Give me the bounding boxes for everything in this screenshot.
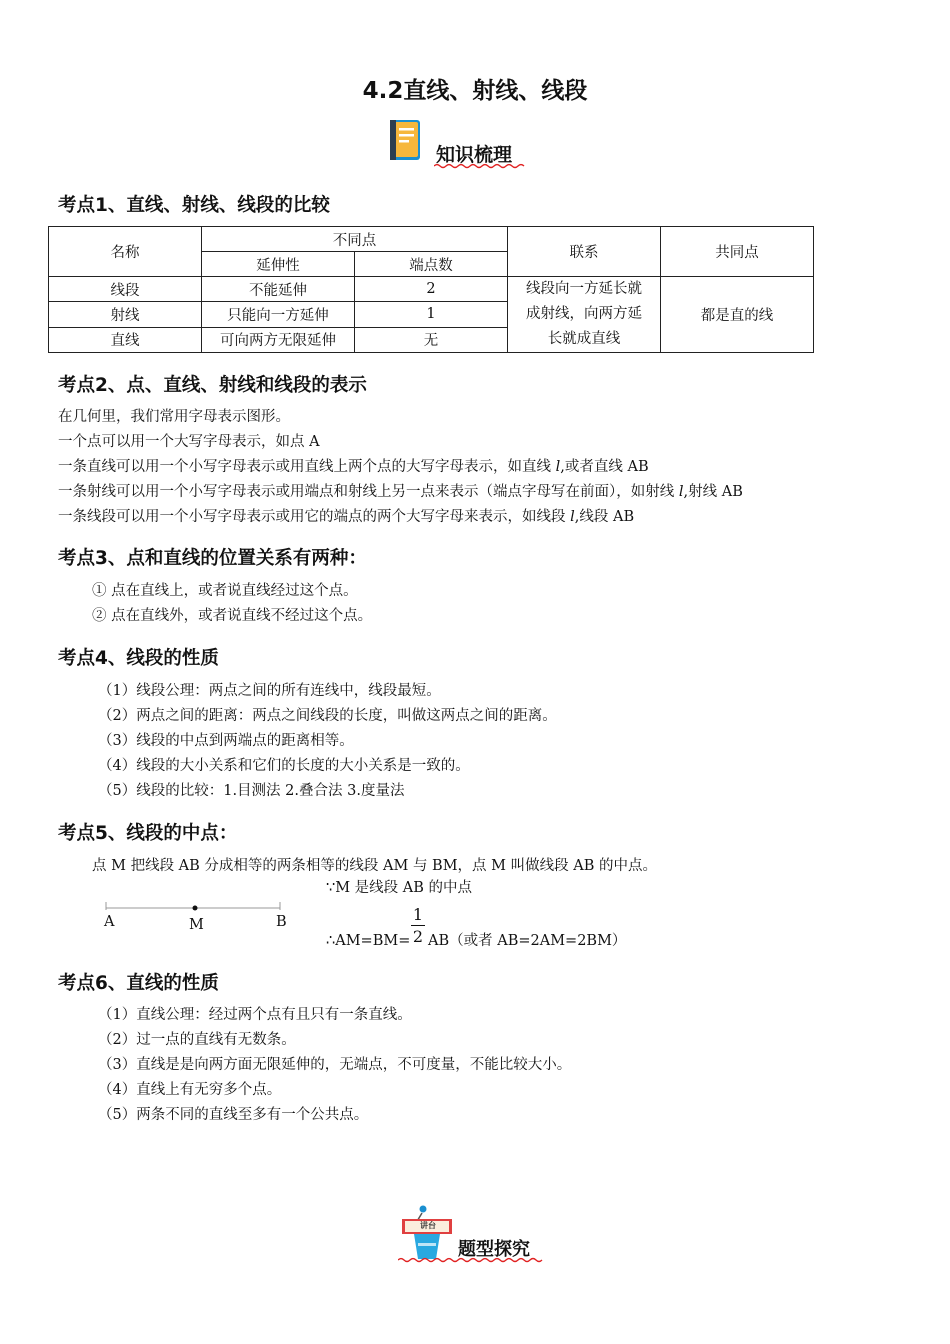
wavy-underline (398, 1257, 548, 1263)
k3-item: ② 点在直线外，或者说直线不经过这个点。 (92, 608, 373, 624)
k2-heading: 考点2、点、直线、射线和线段的表示 (58, 375, 367, 396)
th-relation: 联系 (508, 227, 661, 277)
k6-item: （5）两条不同的直线至多有一个公共点。 (98, 1107, 369, 1123)
exercise-badge-label: 题型探究 (458, 1239, 530, 1260)
var-l: l (555, 459, 561, 475)
label-b: B (276, 914, 287, 930)
k1-heading: 考点1、直线、射线、线段的比较 (58, 195, 330, 216)
k2-line: 一个点可以用一个大写字母表示，如点 A (58, 434, 320, 450)
k2-line-straight (58, 455, 649, 480)
midpoint-m-dot (193, 906, 198, 911)
k6-item: （2）过一点的直线有无数条。 (98, 1032, 296, 1048)
k4-item: （1）线段公理：两点之间的所有连线中，线段最短。 (98, 683, 441, 699)
th-endpoints: 端点数 (355, 252, 508, 277)
exercise-badge (398, 1203, 558, 1263)
k5-description: 点 M 把线段 AB 分成相等的两条相等的线段 AM 与 BM，点 M 叫做线段 AB 的中点。 (92, 858, 657, 874)
k5-therefore-a: ∴AM=BM= (326, 933, 411, 949)
cell-ext: 不能延伸 (202, 277, 355, 302)
cell-name: 线段 (49, 277, 202, 302)
relation-line: 成射线，向两方延 (526, 306, 642, 322)
cell-common: 都是直的线 (661, 277, 814, 353)
comparison-table (48, 226, 814, 353)
book-icon (386, 118, 426, 164)
cell-ext: 可向两方无限延伸 (202, 327, 355, 352)
cell-ends: 无 (355, 327, 508, 352)
knowledge-badge (386, 116, 536, 172)
fraction-denominator: 2 (412, 927, 424, 946)
text: 一条线段可以用一个小写字母表示或用它的端点的两个大写字母来表示，如线段 (58, 509, 571, 525)
var-l: l (678, 484, 684, 500)
text: ,射线 AB (683, 484, 743, 500)
relation-line: 长就成直线 (547, 331, 621, 347)
k2-line: 在几何里，我们常用字母表示图形。 (58, 409, 290, 425)
k4-heading: 考点4、线段的性质 (58, 648, 219, 669)
label-a: A (104, 914, 115, 930)
k5-therefore-b: AB（或者 AB=2AM=2BM） (428, 933, 627, 949)
text: 一条直线可以用一个小写字母表示或用直线上两个点的大写字母表示，如直线 (58, 459, 556, 475)
cell-name: 直线 (49, 327, 202, 352)
page-title: 4.2直线、射线、线段 (362, 78, 588, 104)
podium-icon (398, 1203, 458, 1263)
table-row (49, 277, 814, 302)
k4-item: （4）线段的大小关系和它们的长度的大小关系是一致的。 (98, 758, 470, 774)
fraction-half (409, 904, 427, 947)
th-diff: 不同点 (202, 227, 508, 252)
fraction-numerator: 1 (412, 905, 424, 924)
th-common: 共同点 (661, 227, 814, 277)
k5-heading: 考点5、线段的中点： (58, 823, 238, 844)
k3-heading: 考点3、点和直线的位置关系有两种： (58, 548, 367, 569)
cell-ext: 只能向一方延伸 (202, 302, 355, 327)
k6-item: （4）直线上有无穷多个点。 (98, 1082, 282, 1098)
text: ,线段 AB (574, 509, 635, 525)
k4-item: （2）两点之间的距离：两点之间线段的长度，叫做这两点之间的距离。 (98, 708, 557, 724)
k2-line-segment (58, 505, 634, 530)
th-extension: 延伸性 (202, 252, 355, 277)
k2-line-ray (58, 480, 743, 505)
cell-name: 射线 (49, 302, 202, 327)
k6-heading: 考点6、直线的性质 (58, 973, 219, 994)
var-l: l (570, 509, 575, 525)
cell-ends: 1 (355, 302, 508, 327)
cell-relation (508, 277, 661, 353)
wavy-underline (434, 163, 526, 169)
k5-because: ∵M 是线段 AB 的中点 (326, 880, 473, 896)
badge-label: 知识梳理 (436, 144, 513, 166)
label-m: M (189, 917, 204, 933)
podium-label: 讲台 (420, 1221, 436, 1230)
cell-ends: 2 (355, 277, 508, 302)
k6-item: （1）直线公理：经过两个点有且只有一条直线。 (98, 1007, 412, 1023)
k3-item: ① 点在直线上，或者说直线经过这个点。 (92, 583, 358, 599)
relation-line: 线段向一方延长就 (526, 281, 642, 297)
k6-item: （3）直线是是向两方面无限延伸的，无端点，不可度量，不能比较大小。 (98, 1057, 572, 1073)
k4-item: （5）线段的比较：1.目测法 2.叠合法 3.度量法 (98, 783, 405, 799)
text: ,或者直线 AB (560, 459, 649, 475)
k4-item: （3）线段的中点到两端点的距离相等。 (98, 733, 354, 749)
text: 一条射线可以用一个小写字母表示或用端点和射线上另一点来表示（端点字母写在前面），如射线 (58, 484, 679, 500)
th-name: 名称 (49, 227, 202, 277)
